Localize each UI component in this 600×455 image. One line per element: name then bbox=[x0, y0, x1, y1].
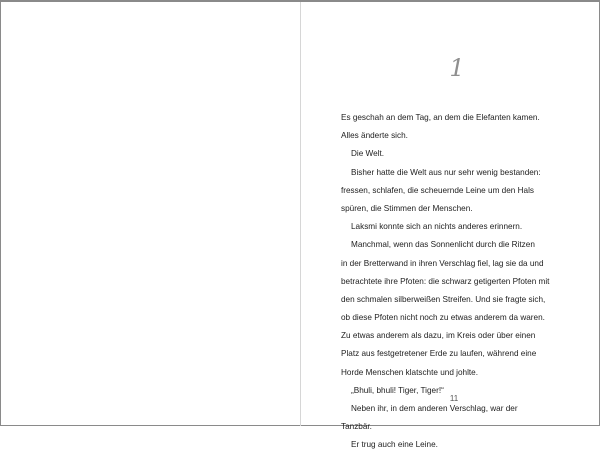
page-number: 11 bbox=[449, 394, 459, 403]
chapter-number: 1 bbox=[449, 54, 465, 82]
text-line: fressen, schlafen, die scheuernde Leine um den Hals bbox=[341, 185, 534, 195]
text-line: Alles änderte sich. bbox=[341, 131, 408, 141]
text-line: ob diese Pfoten nicht noch zu etwas anderem da waren. bbox=[341, 313, 545, 323]
text-line: den schmalen silberweißen Streifen. Und sie fragte sich, bbox=[341, 294, 546, 304]
left-page bbox=[1, 2, 301, 426]
text-line: „Bhuli, bhuli! Tiger, Tiger!“ bbox=[351, 385, 444, 395]
text-line: Horde Menschen klatschte und johlte. bbox=[341, 367, 478, 377]
text-line: betrachtete ihre Pfoten: die schwarz getigerten Pfoten mit bbox=[341, 276, 550, 286]
text-line: Tanzbär. bbox=[341, 422, 372, 432]
text-line: spüren, die Stimmen der Menschen. bbox=[341, 203, 473, 213]
text-line: Manchmal, wenn das Sonnenlicht durch die Ritzen bbox=[351, 240, 535, 250]
text-line: Bisher hatte die Welt aus nur sehr wenig bestanden: bbox=[351, 167, 541, 177]
text-line: Es geschah an dem Tag, an dem die Elefanten kamen. bbox=[341, 113, 540, 122]
text-line: Laksmi konnte sich an nichts anderes erinnern. bbox=[351, 222, 523, 232]
text-line: in der Bretterwand in ihren Verschlag fiel, lag sie da und bbox=[341, 258, 544, 268]
right-page bbox=[301, 2, 599, 450]
text-line: Er trug auch eine Leine. bbox=[351, 440, 438, 450]
text-line: Platz aus festgetretener Erde zu laufen, während eine bbox=[341, 349, 537, 359]
text-line: Neben ihr, in dem anderen Verschlag, war der bbox=[351, 404, 518, 413]
text-line: Die Welt. bbox=[351, 149, 385, 159]
text-line: Zu etwas anderem als dazu, im Kreis oder über einen bbox=[341, 331, 536, 341]
